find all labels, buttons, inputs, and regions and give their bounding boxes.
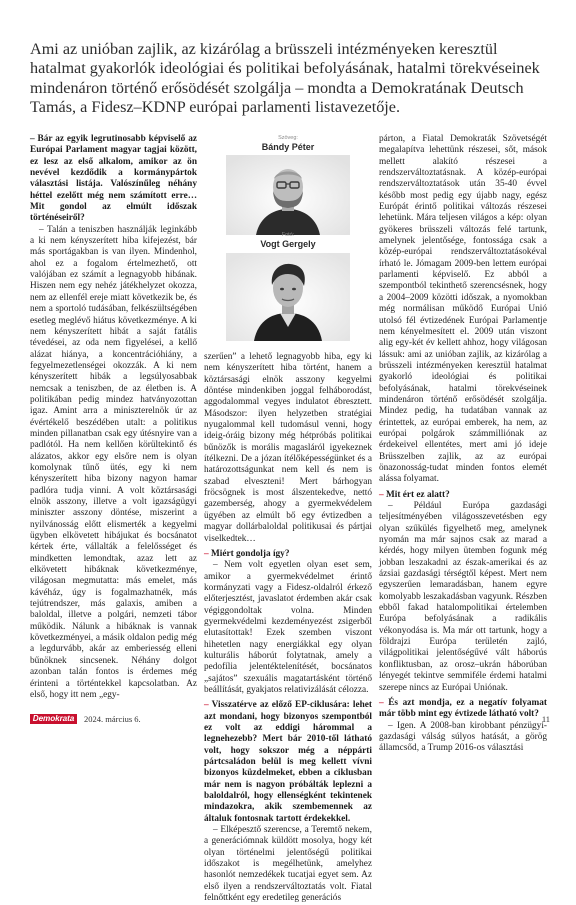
credit-name: Vogt Gergely (260, 239, 316, 249)
interview-answer: – Elképesztő szerencse, a Teremtő nekem, a generációmnak küldött mosolya, hogy két olyan történelmi jelentőségű politikai időszakot is megélhetünk, amelyhez hasonlót nemzedékek tucatjai egyet sem. Az első ilyen a rendszerváltoztatás volt. Fiatal felnőttként egy eredetileg generációs (204, 825, 372, 904)
photographer-portrait (226, 253, 350, 341)
interview-question: – Mit ért ez alatt? (379, 489, 450, 500)
interview-answer: – Például Európa gazdasági teljesítményében világosszevetésben egy olyan szűkülés figyelhető meg, amelynek nyomán ma már sajnos csak az marad a kérdés, hogy milyen ütemben fogunk még jobban leszakadni az észak-amerikai és az ázsiai gazdasági térségtől képest. Mert nem egyszerűen lemaradásban, hanem egyre komolyabb leszakadásban vagyunk. Részben ebből fakad hatalompolitikai értelemben Európa befolyásának a radikális vékonyodása is. Ma már ott tartunk, hogy a földrajzi Európa területén zajló, világpolitikai jelentőségűvé vált háborús konfliktusban, az orosz–ukrán háborúban lényegét tekintve semmiféle érdemi hatalmi szerepe nincs az Európai Uniónak. (379, 501, 547, 693)
interview-answer-continued: párton, a Fiatal Demokraták Szövetségét megalapítva lehettünk részesei, sőt, mások mellett alakító részesei a rendszerváltoztatásnak. A közép-európai rendszerváltoztatások után 35-40 évvel később most pedig egy újabb nagy, egész Európát érintő politikai változás részesei lehetünk. Mára teljesen világos a kép: olyan gyökeres brüsszeli változás felé tartunk, amelynek jelentősége, fontossága csak a közép-európai rendszerváltoztatásokéval írható le. Jómagam 2009-ben lettem európai parlamenti képviselő. Ez abból a szempontból tekinthető szerencsésnek, hogy a 2004–2009 közötti időszak, a nyomokban még normálisan működő Európai Unió utolsó fél évtizedének Európai Parlamentje nem kényelmesített el. 2009 után viszont alig egy-két év kellett ahhoz, hogy világosan lássuk: ami az unióban zajlik, az kizárólag a brüsszeli intézményeken keresztül hatalmat gyakorló ideológiai és politikai befolyásának, hatalmi törekvéseinek mindenáron történő erősödését szolgálja. Mindez pedig, ha tudatában vannak az érintettek, az európai emberek, ha nem, az európai polgárok számmilliónak az érdekeivel ellentétes, mert ami jó ideje Brüsszelben zajlik, az az európai önazonosság-tudat minden fontos elemét alássa folyamat. (379, 134, 547, 485)
page-number: 11 (541, 714, 550, 724)
issue-date: 2024. március 6. (84, 714, 141, 724)
interview-answer: – Talán a teniszben használják leginkább a ki nem kényszerített hiba kifejezést, bár más sportágakban is van ilyen. Mindenhol, ahol ez a fogalom értelmezhető, ott valójában ez számít a legnagyobb hibának. Hiszen nem egy nehéz játékhelyzet okozza, nem az ellenfél ereje miatt következik be, és nem a sportoló tudásában, felkészültségében esetleg meglévő hiátus következménye. A ki nem kényszerített hibát a saját fatális tévedései, az oda nem figyelései, a kellő alázat hiánya, a koncentrációhiány, a fegyelmezetlenségei okozzák. A ki nem kényszerített hibák a legsúlyosabbak nemcsak a teniszben, de az életben is. A politikában pedig mindez hatványozottan igaz. Amint arra a miniszterelnök úr az évértékelő beszédében utalt: a politikus minden pillanatban csak egy útésnyire van a padlótól. Ha nem kellően körültekintő és alázatos, akkor egy elsőre nem is olyan komolynak tűnő ütés, egy ki nem kényszerített hiba bizony nagyon hamar padlóra tudja vinni. A volt köztársasági elnök asszony, illetve a volt igazságügyi miniszter asszony döntése, miszerint a nyilvánosság előtt elismerték a kegyelmi ügyben elkövetett hibájukat és bocsánatot kértek érte, vállalták a felelősséget és mindketten lemondtak, azaz lett az elkövetett hibáknak következménye, világosan megmutatta: más emelet, más kávéház, úgy is fogalmazhatnék, más tejútrendszer, más galaxis, amiben a baloldal, illetve a polgári, nemzeti tábor működik. Nálunk a hibáknak is vannak következményei, a másik oldalon pedig még a legdurvább, akár az emberiesség elleni bűnöknek sincsenek. Néhány dolgot azonban talán fontos is érdemes még érinteni a történtekkel kapcsolatban. Az első, hogy itt nem „egy- (30, 224, 197, 700)
interview-question: – Visszatérve az előző EP-ciklusára: lehet azt mondani, hogy bizonyos szempontból ez volt az eddigi hárommal a legnehezebb? Mert bár 2010-től látható volt, hogy sokszor még a néppárti pártcsaládon belül is meg kellett vívni bizonyos küzdelmeket, ebben a ciklusban már nem is nagyon próbálták leplezni a baloldalról, hogy ellenségként tekintenek mindazokra, akik szembemennek az általuk fontosnak tartott érdekekkel. (204, 700, 373, 824)
credit-label: Szöveg: (278, 135, 298, 141)
interview-question: – És azt mondja, ez a negatív folyamat már több mint egy évtizede látható volt? (379, 697, 547, 720)
author-credit (204, 135, 372, 153)
author-portrait-icon (226, 155, 350, 235)
interview-answer-continued: szerűen” a lehető legnagyobb hiba, egy ki nem kényszerített hiba történt, hanem a köztársasági elnök asszony kegyelmi döntése mindenkiben joggal felháborodást, aggodalommal vegyes indulatot ébresztett. Másodszor: ilyen helyzetben stratégiai nyugalommal kell tudomásul venni, hogy ideig-óráig bizony még hétpróbás politikai bűnözők is morális magasláról igyekeznek ítélkezni. De a józan ítélőképességünket és a határozottságunkat nem kell és nem is szabad elveszteni! Mert bárhogyan fröcsögnek is most álszentekedve, nettó gazemberség, ahogy a gyermekvédelem ügyében az elmúlt bő egy évtizedben a magyar dollárbaloldal politikusai és pártjai viselkedtek… (204, 352, 372, 544)
credit-label: Fotó: (281, 232, 295, 238)
article-column-1 (30, 134, 197, 710)
interview-question: – Miért gondolja így? (204, 548, 290, 559)
photo-block (204, 133, 372, 346)
question-dash: – (379, 489, 386, 500)
question-dash: – (379, 697, 389, 708)
photographer-credit (204, 232, 372, 250)
page-footer (0, 712, 576, 740)
interview-answer: – Nem volt egyetlen olyan eset sem, amikor a gyermekvédelmet érintő kormányzati vagy a Fidesz-oldalról érkező előterjesztést, javaslatot érdemben akár csak végiggondoltak volna. Minden gyermekvédelmi kezdeményezést zsigerből elutasítottak! Ezek szemben viszont hihetetlen nagy energiákkal egy olyan kulturális háborút folytatnak, amely a pedofília jelentéktelenítését, bocsánatos „sajátos” szexuális magatartásként történő beállítását, gyakjatos relativizálását célozza. (204, 560, 372, 695)
interview-answer: – Igen. A 2008-ban kirobbant pénzügyi-gazdasági válság súlyos hatását, a görög államcsőd, a Trump 2016-os választási (379, 720, 547, 754)
interview-question: – Bár az egyik legrutinosabb képviselő az Európai Parlament magyar tagjai között, ez lesz az első alkalom, amikor az ön nevével kezdődik a kormánypártok választási listája. Valószínűleg néhány héttel ezelőtt még nem számított erre… Mit gondol az elmúlt időszak történéseiről? (30, 134, 197, 224)
photographer-portrait-icon (226, 253, 350, 341)
credit-name: Bándy Péter (261, 142, 315, 152)
author-portrait (226, 155, 350, 235)
article-column-2 (204, 134, 373, 904)
lead-paragraph: Ami az unióban zajlik, az kizárólag a brüsszeli intézményeken keresztül hatalmat gyakorlók ideológiai és politikai befolyásának, hatalmi törekvéseinek mindenáron történő erősödését szolgálja – mondta a Demokratának Deutsch Tamás, a Fidesz–KDNP európai parlamenti listavezetője. (30, 40, 540, 117)
question-dash: – (204, 548, 211, 559)
magazine-logo: Demokrata (30, 714, 77, 724)
question-dash: – (204, 700, 212, 711)
